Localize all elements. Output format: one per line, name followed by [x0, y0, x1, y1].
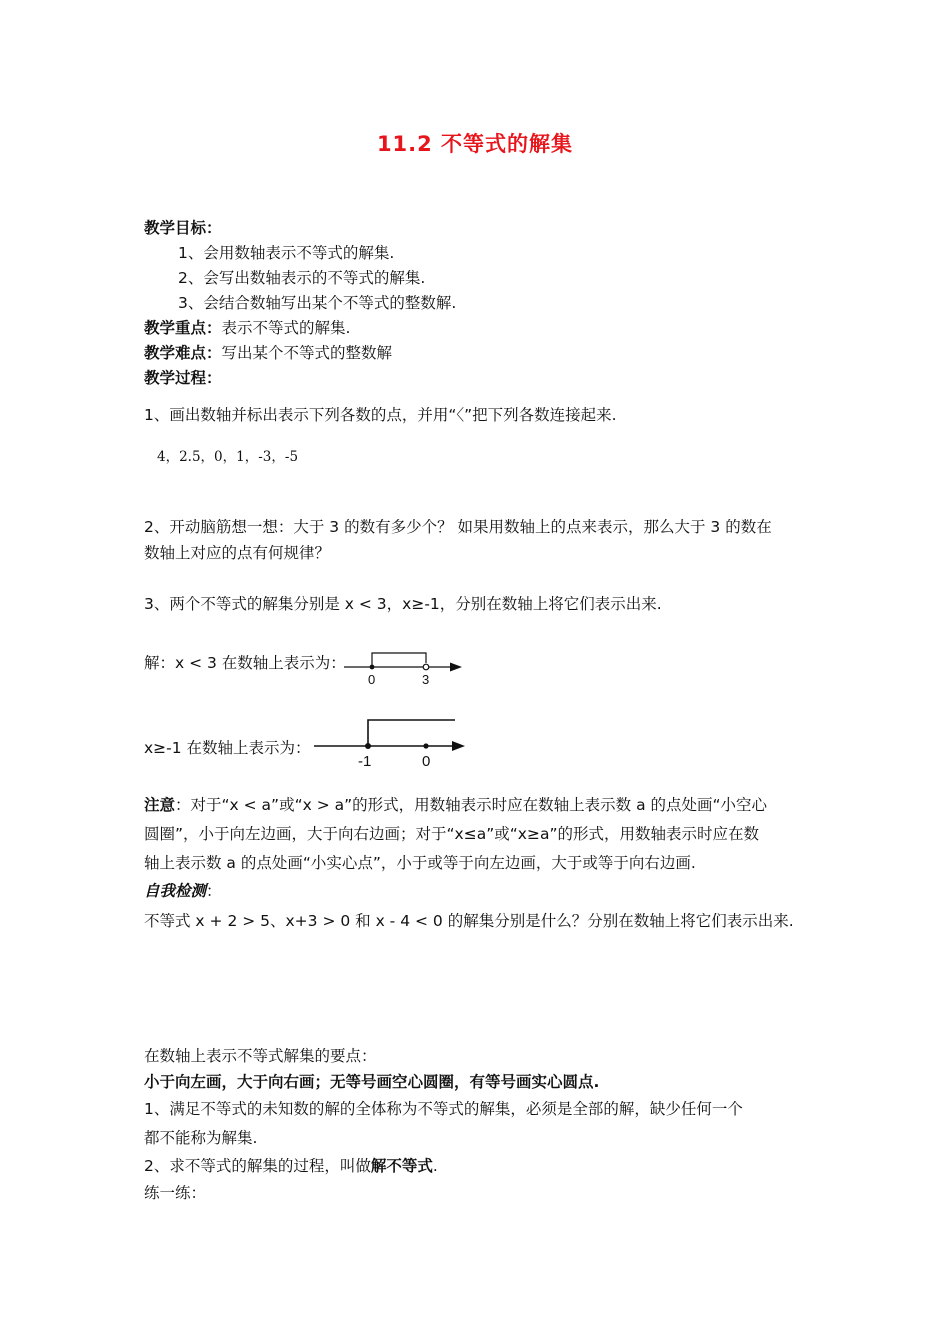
objective-item: 2、会写出数轴表示的不等式的解集. — [178, 269, 426, 287]
solution-line-1: 解：x < 3 在数轴上表示为： — [144, 654, 346, 672]
question-1: 1、画出数轴并标出表示下列各数的点，并用“〈”把下列各数连接起来. — [144, 406, 617, 424]
axis-arrow — [452, 741, 465, 751]
tick-label-3: 3 — [422, 672, 430, 687]
closed-point-minus-1 — [365, 743, 371, 749]
note-line-2: 圆圈”，小于向左边画，大于向右边画；对于“x≤a”或“x≥a”的形式，用数轴表示时应在数 — [144, 825, 759, 843]
question-2-line-1: 2、开动脑筋想一想：大于 3 的数有多少个？ 如果用数轴上的点来表示，那么大于 3 的数在 — [144, 518, 772, 536]
summary-rule: 小于向左画，大于向右画；无等号画空心圆圈，有等号画实心圆点. — [144, 1073, 600, 1091]
objective-item: 1、会用数轴表示不等式的解集. — [178, 244, 395, 262]
solution-line-2: x≥-1 在数轴上表示为： — [144, 739, 311, 757]
axis-arrow — [450, 663, 462, 672]
practice-heading: 练一练： — [144, 1184, 207, 1202]
objectives-heading: 教学目标： — [144, 219, 222, 237]
key-point — [144, 316, 350, 340]
key-point-text: 表示不等式的解集. — [221, 319, 351, 337]
question-2-line-2: 数轴上对应的点有何规律？ — [144, 544, 331, 562]
question-1-numbers: 4，2.5，0，1，-3，-5 — [157, 449, 299, 465]
difficulty-label: 教学难点： — [144, 344, 222, 362]
number-line-x-geq-minus-1 — [312, 712, 472, 772]
tick-label-0: 0 — [368, 672, 376, 687]
page-title: 11.2 不等式的解集 — [376, 132, 574, 156]
note-text-1: ：对于“x < a”或“x > a”的形式，用数轴表示时应在数轴上表示数 a 的点处画“小空心 — [175, 796, 768, 814]
difficulty-text: 写出某个不等式的整数解 — [221, 344, 393, 362]
key-point-label: 教学重点： — [144, 319, 222, 337]
definition-2-suffix: . — [432, 1157, 438, 1175]
difficulty — [144, 341, 392, 365]
solution-bracket — [372, 653, 426, 667]
tick-point-0 — [370, 665, 375, 670]
self-check-label: 自我检测 — [144, 882, 207, 900]
open-circle-3 — [423, 664, 429, 670]
summary-intro: 在数轴上表示不等式解集的要点： — [144, 1047, 377, 1065]
self-check-heading — [144, 879, 222, 903]
process-heading: 教学过程： — [144, 369, 222, 387]
solution-bracket — [368, 720, 455, 746]
note-label: 注意 — [144, 796, 176, 814]
tick-label-0: 0 — [422, 753, 431, 770]
definition-line-2: 都不能称为解集. — [144, 1129, 258, 1147]
definition-2 — [144, 1154, 438, 1178]
definition-2-term: 解不等式 — [370, 1157, 433, 1175]
definition-line-1: 1、满足不等式的未知数的解的全体称为不等式的解集，必须是全部的解，缺少任何一个 — [144, 1100, 743, 1118]
self-check-colon: ： — [206, 882, 222, 900]
definition-2-prefix: 2、求不等式的解集的过程，叫做 — [144, 1157, 371, 1175]
note-line-3: 轴上表示数 a 的点处画“小实心点”，小于或等于向左边画，大于或等于向右边画. — [144, 854, 696, 872]
note-line-1 — [144, 793, 767, 817]
question-3: 3、两个不等式的解集分别是 x < 3，x≥-1，分别在数轴上将它们表示出来. — [144, 595, 662, 613]
objective-item: 3、会结合数轴写出某个不等式的整数解. — [178, 294, 457, 312]
self-check-question: 不等式 x + 2 > 5、x+3 > 0 和 x - 4 < 0 的解集分别是什么？分别在数轴上将它们表示出来. — [144, 912, 794, 930]
tick-label-minus-1: -1 — [358, 753, 372, 770]
number-line-x-less-than-3 — [340, 644, 470, 690]
tick-point-0 — [423, 743, 428, 748]
